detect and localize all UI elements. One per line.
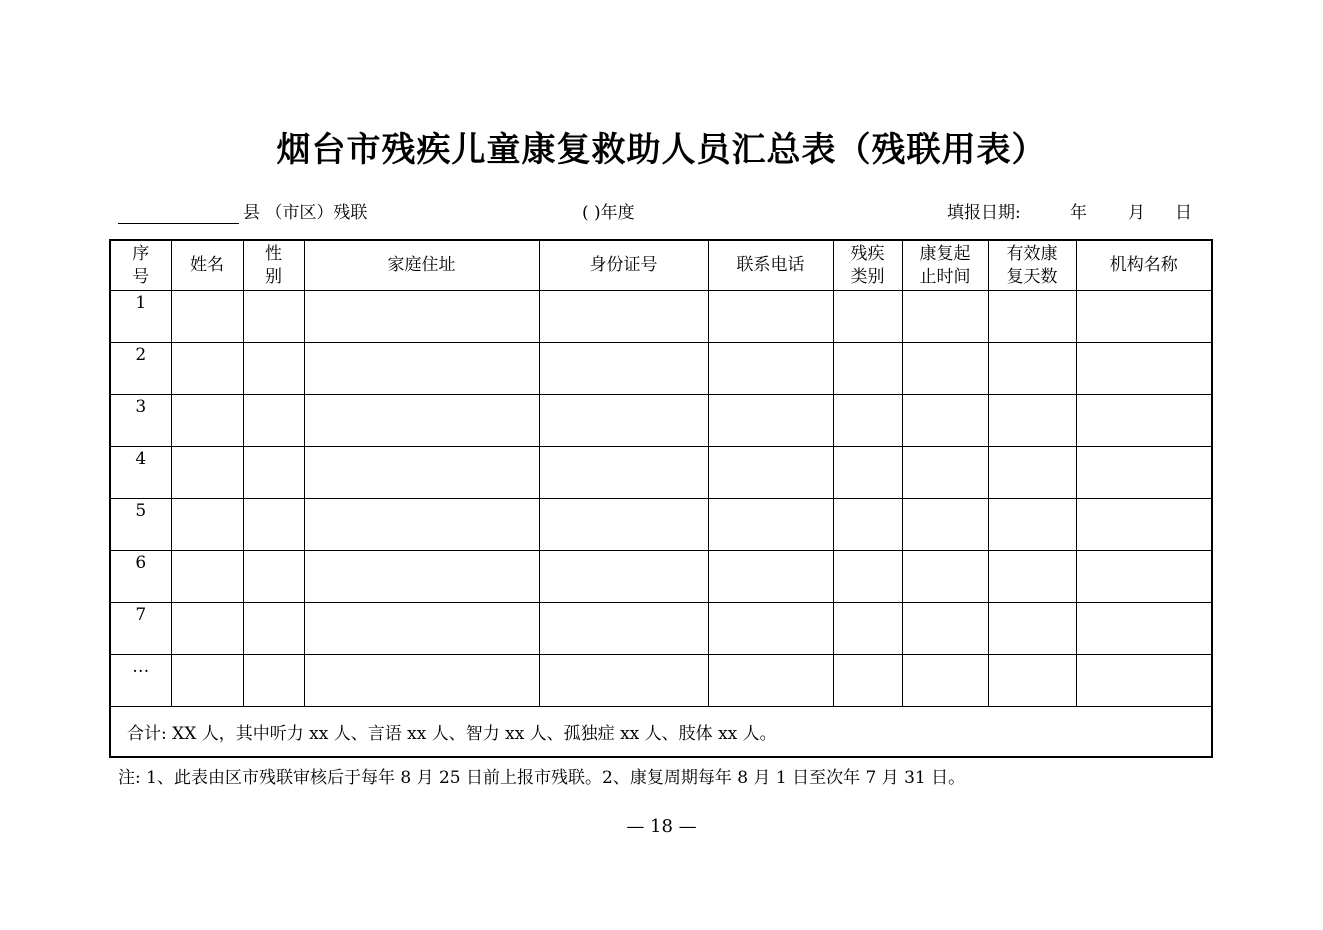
table-cell-empty [708, 343, 833, 395]
header-institution-line: 机构名称 [1109, 255, 1178, 275]
total-row [110, 707, 1212, 758]
table-cell-empty [902, 551, 988, 603]
table-cell-empty [539, 395, 708, 447]
table-cell-empty [171, 603, 243, 655]
table-cell-empty [1076, 655, 1212, 707]
header-seq-line: 号 [132, 266, 150, 287]
table-cell-empty [902, 395, 988, 447]
table-cell-empty [988, 655, 1076, 707]
table-cell-empty [833, 291, 902, 343]
date-label: 填报日期: [947, 203, 1021, 223]
table-cell-empty [243, 551, 304, 603]
row-seq-number: 3 [110, 395, 171, 447]
table-cell-empty [1076, 603, 1212, 655]
header-institution [1076, 240, 1212, 291]
table-cell-empty [1076, 499, 1212, 551]
table-cell-empty [708, 603, 833, 655]
table-cell-empty [833, 499, 902, 551]
header-row [110, 240, 1212, 291]
page-number: — 18 — [626, 816, 697, 837]
table-row [110, 447, 1212, 499]
table-row [110, 291, 1212, 343]
table-cell-empty [902, 343, 988, 395]
row-seq-number: 1 [110, 291, 171, 343]
table-cell-empty [902, 655, 988, 707]
table-cell-empty [304, 655, 539, 707]
table-cell-empty [1076, 343, 1212, 395]
table-cell-empty [988, 551, 1076, 603]
table-cell-empty [304, 447, 539, 499]
table-row [110, 551, 1212, 603]
table-cell-empty [243, 395, 304, 447]
footnote: 注: 1、此表由区市残联审核后于每年 8 月 25 日前上报市残联。2、康复周期每年 8 月 1 日至次年 7 月 31 日。 [118, 768, 966, 788]
table-cell-empty [988, 395, 1076, 447]
table-cell-empty [833, 447, 902, 499]
table-cell-empty [988, 447, 1076, 499]
row-seq-number: 4 [110, 447, 171, 499]
table-cell-empty [988, 291, 1076, 343]
table-cell-empty [171, 499, 243, 551]
table-cell-empty [243, 343, 304, 395]
row-seq-number: 5 [110, 499, 171, 551]
header-phone [708, 240, 833, 291]
table-cell-empty [988, 343, 1076, 395]
header-valid-days-line: 有效康 [1006, 243, 1058, 264]
table-cell-empty [902, 603, 988, 655]
table-cell-empty [304, 343, 539, 395]
table-cell-empty [304, 499, 539, 551]
table-cell-empty [243, 655, 304, 707]
summary-table [109, 239, 1213, 758]
table-row [110, 395, 1212, 447]
header-id-number [539, 240, 708, 291]
header-disability-type [833, 240, 902, 291]
table-cell-empty [171, 343, 243, 395]
table-cell-empty [243, 447, 304, 499]
table-cell-empty [539, 603, 708, 655]
table-cell-empty [902, 499, 988, 551]
header-disability-type-line: 残疾 [850, 243, 885, 264]
date-day-unit: 日 [1175, 203, 1192, 223]
table-cell-empty [171, 447, 243, 499]
table-cell-empty [1076, 395, 1212, 447]
table-cell-empty [833, 343, 902, 395]
table-cell-empty [988, 603, 1076, 655]
header-seq [110, 240, 171, 291]
table-cell-empty [539, 343, 708, 395]
table-cell-empty [304, 603, 539, 655]
date-year-unit: 年 [1070, 203, 1087, 223]
table-cell-empty [988, 499, 1076, 551]
table-cell-empty [539, 499, 708, 551]
year-label: ( )年度 [582, 203, 635, 223]
table-cell-empty [171, 655, 243, 707]
header-disability-type-line: 类别 [850, 266, 885, 287]
table-cell-empty [1076, 551, 1212, 603]
header-id-number-line: 身份证号 [589, 255, 658, 275]
header-name [171, 240, 243, 291]
table-cell-empty [708, 447, 833, 499]
table-cell-empty [1076, 291, 1212, 343]
header-gender [243, 240, 304, 291]
header-seq-line: 序 [132, 243, 150, 264]
header-phone-line: 联系电话 [736, 255, 805, 275]
table-cell-empty [833, 551, 902, 603]
table-cell-empty [304, 291, 539, 343]
table-cell-empty [708, 499, 833, 551]
table-cell-empty [171, 395, 243, 447]
table-cell-empty [708, 551, 833, 603]
table-cell-empty [304, 551, 539, 603]
page-title: 烟台市残疾儿童康复救助人员汇总表（残联用表） [276, 130, 1047, 170]
table-cell-empty [243, 603, 304, 655]
row-seq-number: … [110, 655, 171, 707]
header-rehab-period-line: 康复起 [919, 243, 971, 264]
table-cell-empty [833, 655, 902, 707]
table-cell-empty [539, 655, 708, 707]
table-cell-empty [243, 499, 304, 551]
table-row [110, 499, 1212, 551]
table-cell-empty [902, 291, 988, 343]
total-summary: 合计: XX 人，其中听力 xx 人、言语 xx 人、智力 xx 人、孤独症 xx 人、肢体 xx 人。 [110, 707, 1212, 758]
county-label: 县 （市区）残联 [243, 203, 368, 223]
table-cell-empty [833, 603, 902, 655]
table-row [110, 603, 1212, 655]
table-row [110, 655, 1212, 707]
county-blank-line [118, 223, 239, 224]
table-cell-empty [833, 395, 902, 447]
header-gender-line: 性 [265, 243, 282, 264]
table-cell-empty [171, 551, 243, 603]
row-seq-number: 7 [110, 603, 171, 655]
header-address [304, 240, 539, 291]
table-row [110, 343, 1212, 395]
table-cell-empty [902, 447, 988, 499]
header-address-line: 家庭住址 [387, 255, 456, 275]
table-cell-empty [539, 291, 708, 343]
header-gender-line: 别 [265, 266, 282, 287]
header-rehab-period [902, 240, 988, 291]
date-month-unit: 月 [1128, 203, 1145, 223]
table-cell-empty [708, 655, 833, 707]
table-body [110, 291, 1212, 758]
table-cell-empty [171, 291, 243, 343]
header-valid-days [988, 240, 1076, 291]
table-cell-empty [304, 395, 539, 447]
table-cell-empty [708, 395, 833, 447]
header-rehab-period-line: 止时间 [919, 266, 971, 287]
row-seq-number: 6 [110, 551, 171, 603]
table-cell-empty [539, 447, 708, 499]
header-name-line: 姓名 [190, 255, 224, 275]
row-seq-number: 2 [110, 343, 171, 395]
table-cell-empty [243, 291, 304, 343]
table-cell-empty [539, 551, 708, 603]
table-cell-empty [708, 291, 833, 343]
table-cell-empty [1076, 447, 1212, 499]
header-valid-days-line: 复天数 [1006, 266, 1058, 287]
